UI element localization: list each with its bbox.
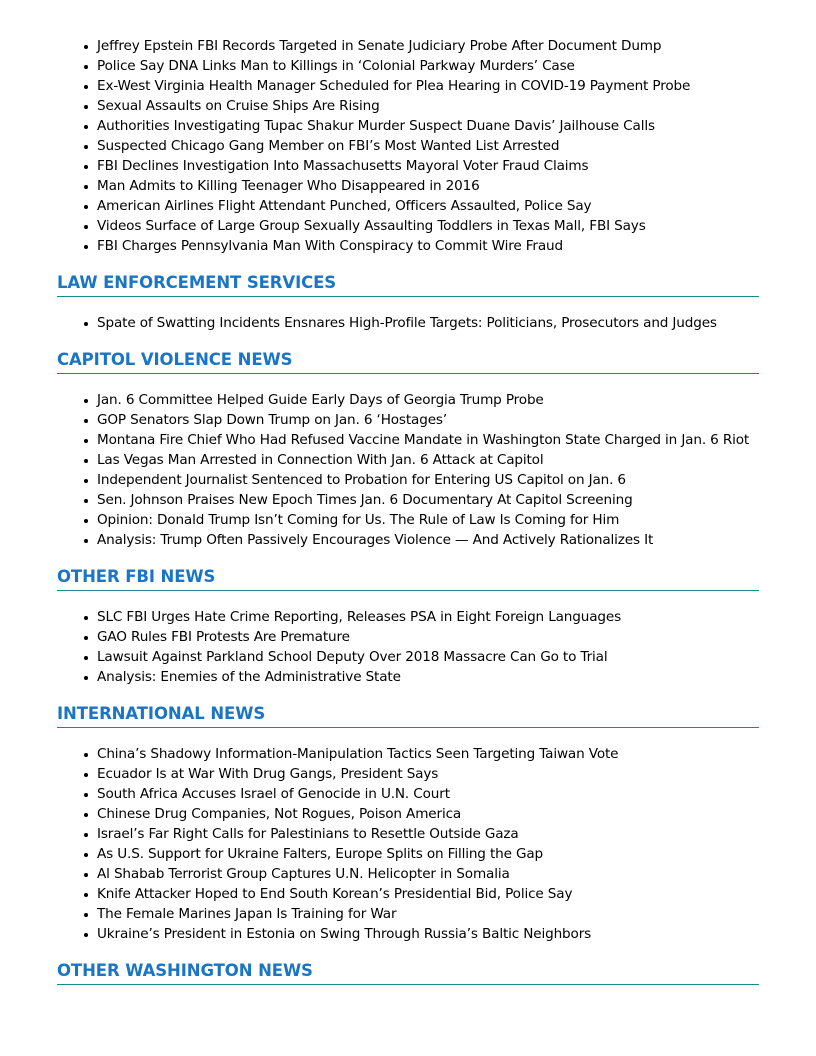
news-link[interactable]: Jeffrey Epstein FBI Records Targeted in Senate Judiciary Probe After Document Dump xyxy=(97,38,662,54)
list-item xyxy=(57,884,759,904)
news-link[interactable]: Authorities Investigating Tupac Shakur Murder Suspect Duane Davis’ Jailhouse Calls xyxy=(97,118,655,134)
news-link[interactable]: SLC FBI Urges Hate Crime Reporting, Releases PSA in Eight Foreign Languages xyxy=(97,609,622,625)
list-item xyxy=(57,196,759,216)
news-link[interactable]: South Africa Accuses Israel of Genocide in U.N. Court xyxy=(97,786,450,802)
list-item xyxy=(57,390,759,410)
section-heading-capitol-violence: CAPITOL VIOLENCE NEWS xyxy=(57,349,759,374)
list-item xyxy=(57,744,759,764)
list-item xyxy=(57,784,759,804)
news-link[interactable]: Man Admits to Killing Teenager Who Disappeared in 2016 xyxy=(97,178,480,194)
list-item xyxy=(57,96,759,116)
news-link[interactable]: Police Say DNA Links Man to Killings in ‘Colonial Parkway Murders’ Case xyxy=(97,58,575,74)
news-link[interactable]: Knife Attacker Hoped to End South Korean’s Presidential Bid, Police Say xyxy=(97,886,573,902)
list-item xyxy=(57,530,759,550)
news-link[interactable]: GOP Senators Slap Down Trump on Jan. 6 ‘Hostages’ xyxy=(97,412,448,428)
news-link[interactable]: Israel’s Far Right Calls for Palestinians to Resettle Outside Gaza xyxy=(97,826,519,842)
list-item xyxy=(57,844,759,864)
news-link[interactable]: Suspected Chicago Gang Member on FBI’s Most Wanted List Arrested xyxy=(97,138,560,154)
news-link[interactable]: Ukraine’s President in Estonia on Swing Through Russia’s Baltic Neighbors xyxy=(97,926,592,942)
capitol-violence-list xyxy=(57,390,759,550)
list-item xyxy=(57,236,759,256)
news-link[interactable]: Las Vegas Man Arrested in Connection With Jan. 6 Attack at Capitol xyxy=(97,452,544,468)
list-item xyxy=(57,176,759,196)
list-item xyxy=(57,647,759,667)
list-item xyxy=(57,36,759,56)
news-link[interactable]: As U.S. Support for Ukraine Falters, Europe Splits on Filling the Gap xyxy=(97,846,544,862)
list-item xyxy=(57,216,759,236)
news-link[interactable]: The Female Marines Japan Is Training for War xyxy=(97,906,397,922)
list-item xyxy=(57,470,759,490)
law-enforcement-list xyxy=(57,313,759,333)
list-item xyxy=(57,76,759,96)
news-link[interactable]: Lawsuit Against Parkland School Deputy Over 2018 Massacre Can Go to Trial xyxy=(97,649,608,665)
list-item xyxy=(57,156,759,176)
news-link[interactable]: Spate of Swatting Incidents Ensnares High-Profile Targets: Politicians, Prosecutors and Judges xyxy=(97,315,717,331)
section-heading-other-fbi: OTHER FBI NEWS xyxy=(57,566,759,591)
news-link[interactable]: Opinion: Donald Trump Isn’t Coming for Us. The Rule of Law Is Coming for Him xyxy=(97,512,620,528)
news-link[interactable]: Jan. 6 Committee Helped Guide Early Days of Georgia Trump Probe xyxy=(97,392,544,408)
list-item xyxy=(57,136,759,156)
news-link[interactable]: Montana Fire Chief Who Had Refused Vaccine Mandate in Washington State Charged in Jan. 6 Riot xyxy=(97,432,750,448)
list-item xyxy=(57,116,759,136)
section-heading-other-washington: OTHER WASHINGTON NEWS xyxy=(57,960,759,985)
list-item xyxy=(57,904,759,924)
list-item xyxy=(57,764,759,784)
list-item xyxy=(57,924,759,944)
newsletter-page xyxy=(57,36,759,985)
news-link[interactable]: Ecuador Is at War With Drug Gangs, President Says xyxy=(97,766,439,782)
section-heading-international: INTERNATIONAL NEWS xyxy=(57,703,759,728)
other-fbi-list xyxy=(57,607,759,687)
list-item xyxy=(57,667,759,687)
news-link[interactable]: GAO Rules FBI Protests Are Premature xyxy=(97,629,350,645)
news-link[interactable]: Chinese Drug Companies, Not Rogues, Poison America xyxy=(97,806,462,822)
news-link[interactable]: China’s Shadowy Information-Manipulation Tactics Seen Targeting Taiwan Vote xyxy=(97,746,619,762)
list-item xyxy=(57,864,759,884)
list-item xyxy=(57,430,759,450)
list-item xyxy=(57,824,759,844)
list-item xyxy=(57,313,759,333)
international-list xyxy=(57,744,759,944)
news-link[interactable]: Independent Journalist Sentenced to Probation for Entering US Capitol on Jan. 6 xyxy=(97,472,626,488)
news-link[interactable]: American Airlines Flight Attendant Punched, Officers Assaulted, Police Say xyxy=(97,198,592,214)
list-item xyxy=(57,410,759,430)
list-item xyxy=(57,627,759,647)
list-item xyxy=(57,510,759,530)
news-link[interactable]: Analysis: Trump Often Passively Encourages Violence — And Actively Rationalizes It xyxy=(97,532,654,548)
news-link[interactable]: FBI Charges Pennsylvania Man With Conspiracy to Commit Wire Fraud xyxy=(97,238,563,254)
list-item xyxy=(57,804,759,824)
list-item xyxy=(57,56,759,76)
list-item xyxy=(57,490,759,510)
news-link[interactable]: FBI Declines Investigation Into Massachusetts Mayoral Voter Fraud Claims xyxy=(97,158,589,174)
top-news-list xyxy=(57,36,759,256)
news-link[interactable]: Videos Surface of Large Group Sexually Assaulting Toddlers in Texas Mall, FBI Says xyxy=(97,218,646,234)
news-link[interactable]: Sexual Assaults on Cruise Ships Are Rising xyxy=(97,98,380,114)
news-link[interactable]: Ex-West Virginia Health Manager Scheduled for Plea Hearing in COVID-19 Payment Probe xyxy=(97,78,691,94)
news-link[interactable]: Analysis: Enemies of the Administrative State xyxy=(97,669,401,685)
list-item xyxy=(57,607,759,627)
news-link[interactable]: Sen. Johnson Praises New Epoch Times Jan. 6 Documentary At Capitol Screening xyxy=(97,492,633,508)
section-heading-law-enforcement: LAW ENFORCEMENT SERVICES xyxy=(57,272,759,297)
list-item xyxy=(57,450,759,470)
news-link[interactable]: Al Shabab Terrorist Group Captures U.N. Helicopter in Somalia xyxy=(97,866,510,882)
